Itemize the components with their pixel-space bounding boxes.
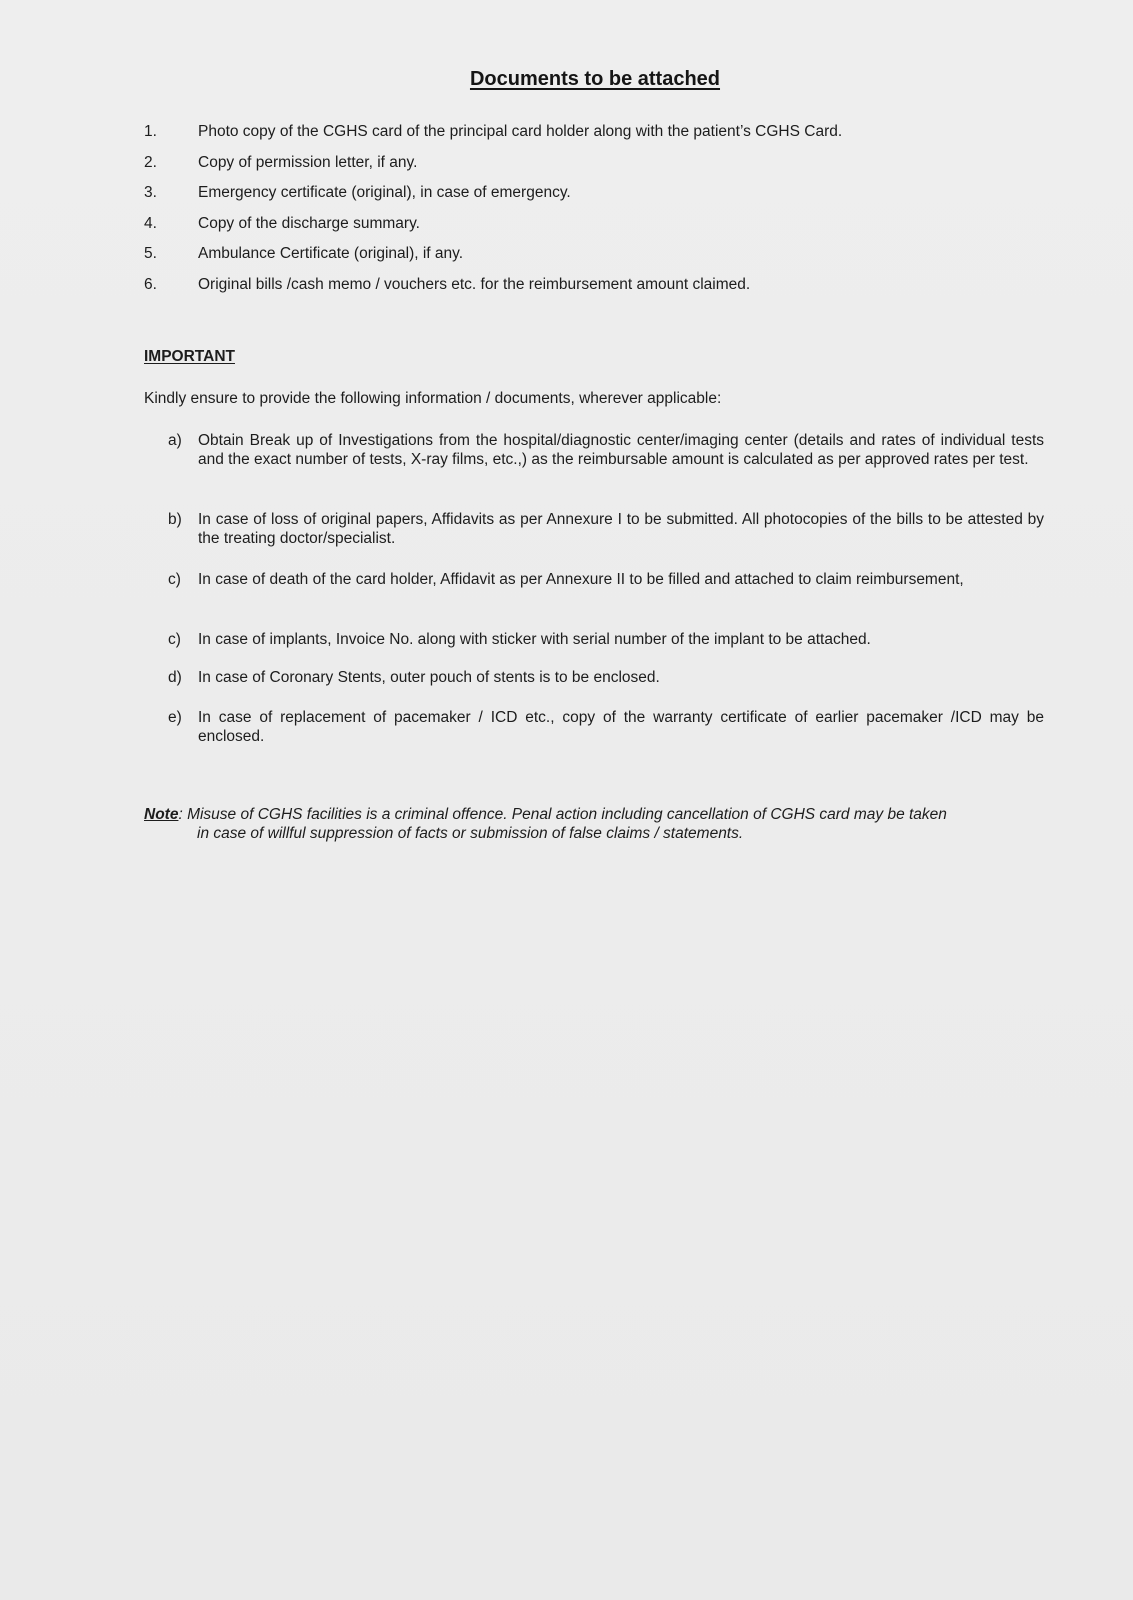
list-item — [144, 243, 1044, 274]
documents-list — [144, 121, 1044, 305]
item-letter: c) — [168, 631, 181, 648]
list-item — [168, 510, 1044, 548]
item-letter: d) — [168, 669, 182, 686]
list-item — [144, 182, 1044, 213]
note-line-2: in case of willful suppression of facts or submission of false claims / statements. — [197, 825, 744, 842]
list-item — [144, 121, 1044, 152]
item-number: 5. — [144, 245, 157, 263]
item-text: In case of death of the card holder, Affidavit as per Annexure II to be filled and attached to claim reimbursement, — [198, 571, 964, 588]
list-item — [168, 431, 1044, 469]
item-letter: a) — [168, 432, 182, 449]
item-number: 6. — [144, 275, 157, 293]
item-letter: e) — [168, 709, 182, 726]
item-text: Emergency certificate (original), in case of emergency. — [198, 184, 571, 202]
item-text: Ambulance Certificate (original), if any. — [198, 245, 464, 263]
item-text: Copy of the discharge summary. — [198, 214, 420, 232]
list-item — [168, 708, 1044, 746]
item-letter: c) — [168, 571, 181, 588]
item-number: 3. — [144, 184, 157, 202]
item-text: Photo copy of the CGHS card of the principal card holder along with the patient’s CGHS Card. — [198, 123, 843, 140]
item-text: In case of implants, Invoice No. along with sticker with serial number of the implant to be attached. — [198, 631, 871, 648]
item-number: 1. — [144, 123, 157, 140]
item-text: In case of Coronary Stents, outer pouch of stents is to be enclosed. — [198, 669, 660, 686]
important-intro: Kindly ensure to provide the following information / documents, wherever applicable: — [144, 390, 722, 407]
important-heading: IMPORTANT — [144, 348, 235, 365]
item-text: Copy of permission letter, if any. — [198, 153, 418, 171]
item-letter: b) — [168, 511, 182, 528]
note-paragraph — [144, 805, 1044, 843]
list-item — [144, 152, 1044, 183]
note-label: Note — [144, 806, 179, 823]
item-text: Obtain Break up of Investigations from the hospital/diagnostic center/imaging center (details and rates of individual tests and the exact number of tests, X-ray films, etc.,) as the reimbursable amount is calculated as per approved rates per test. — [198, 432, 1044, 468]
list-item — [168, 570, 1044, 589]
list-item — [144, 274, 1044, 305]
list-item — [144, 213, 1044, 244]
item-text: Original bills /cash memo / vouchers etc. for the reimbursement amount claimed. — [198, 275, 751, 293]
page-title: Documents to be attached — [469, 68, 721, 90]
item-number: 2. — [144, 153, 157, 171]
list-item — [168, 630, 1044, 649]
note-line-1: : Misuse of CGHS facilities is a criminal offence. Penal action including cancellation of CGHS card may be taken — [178, 806, 947, 823]
item-number: 4. — [144, 214, 157, 232]
item-text: In case of replacement of pacemaker / ICD etc., copy of the warranty certificate of earlier pacemaker /ICD may be enclosed. — [198, 709, 1044, 745]
item-text: In case of loss of original papers, Affidavits as per Annexure I to be submitted. All photocopies of the bills to be attested by the treating doctor/specialist. — [198, 511, 1044, 547]
list-item — [168, 668, 1044, 687]
